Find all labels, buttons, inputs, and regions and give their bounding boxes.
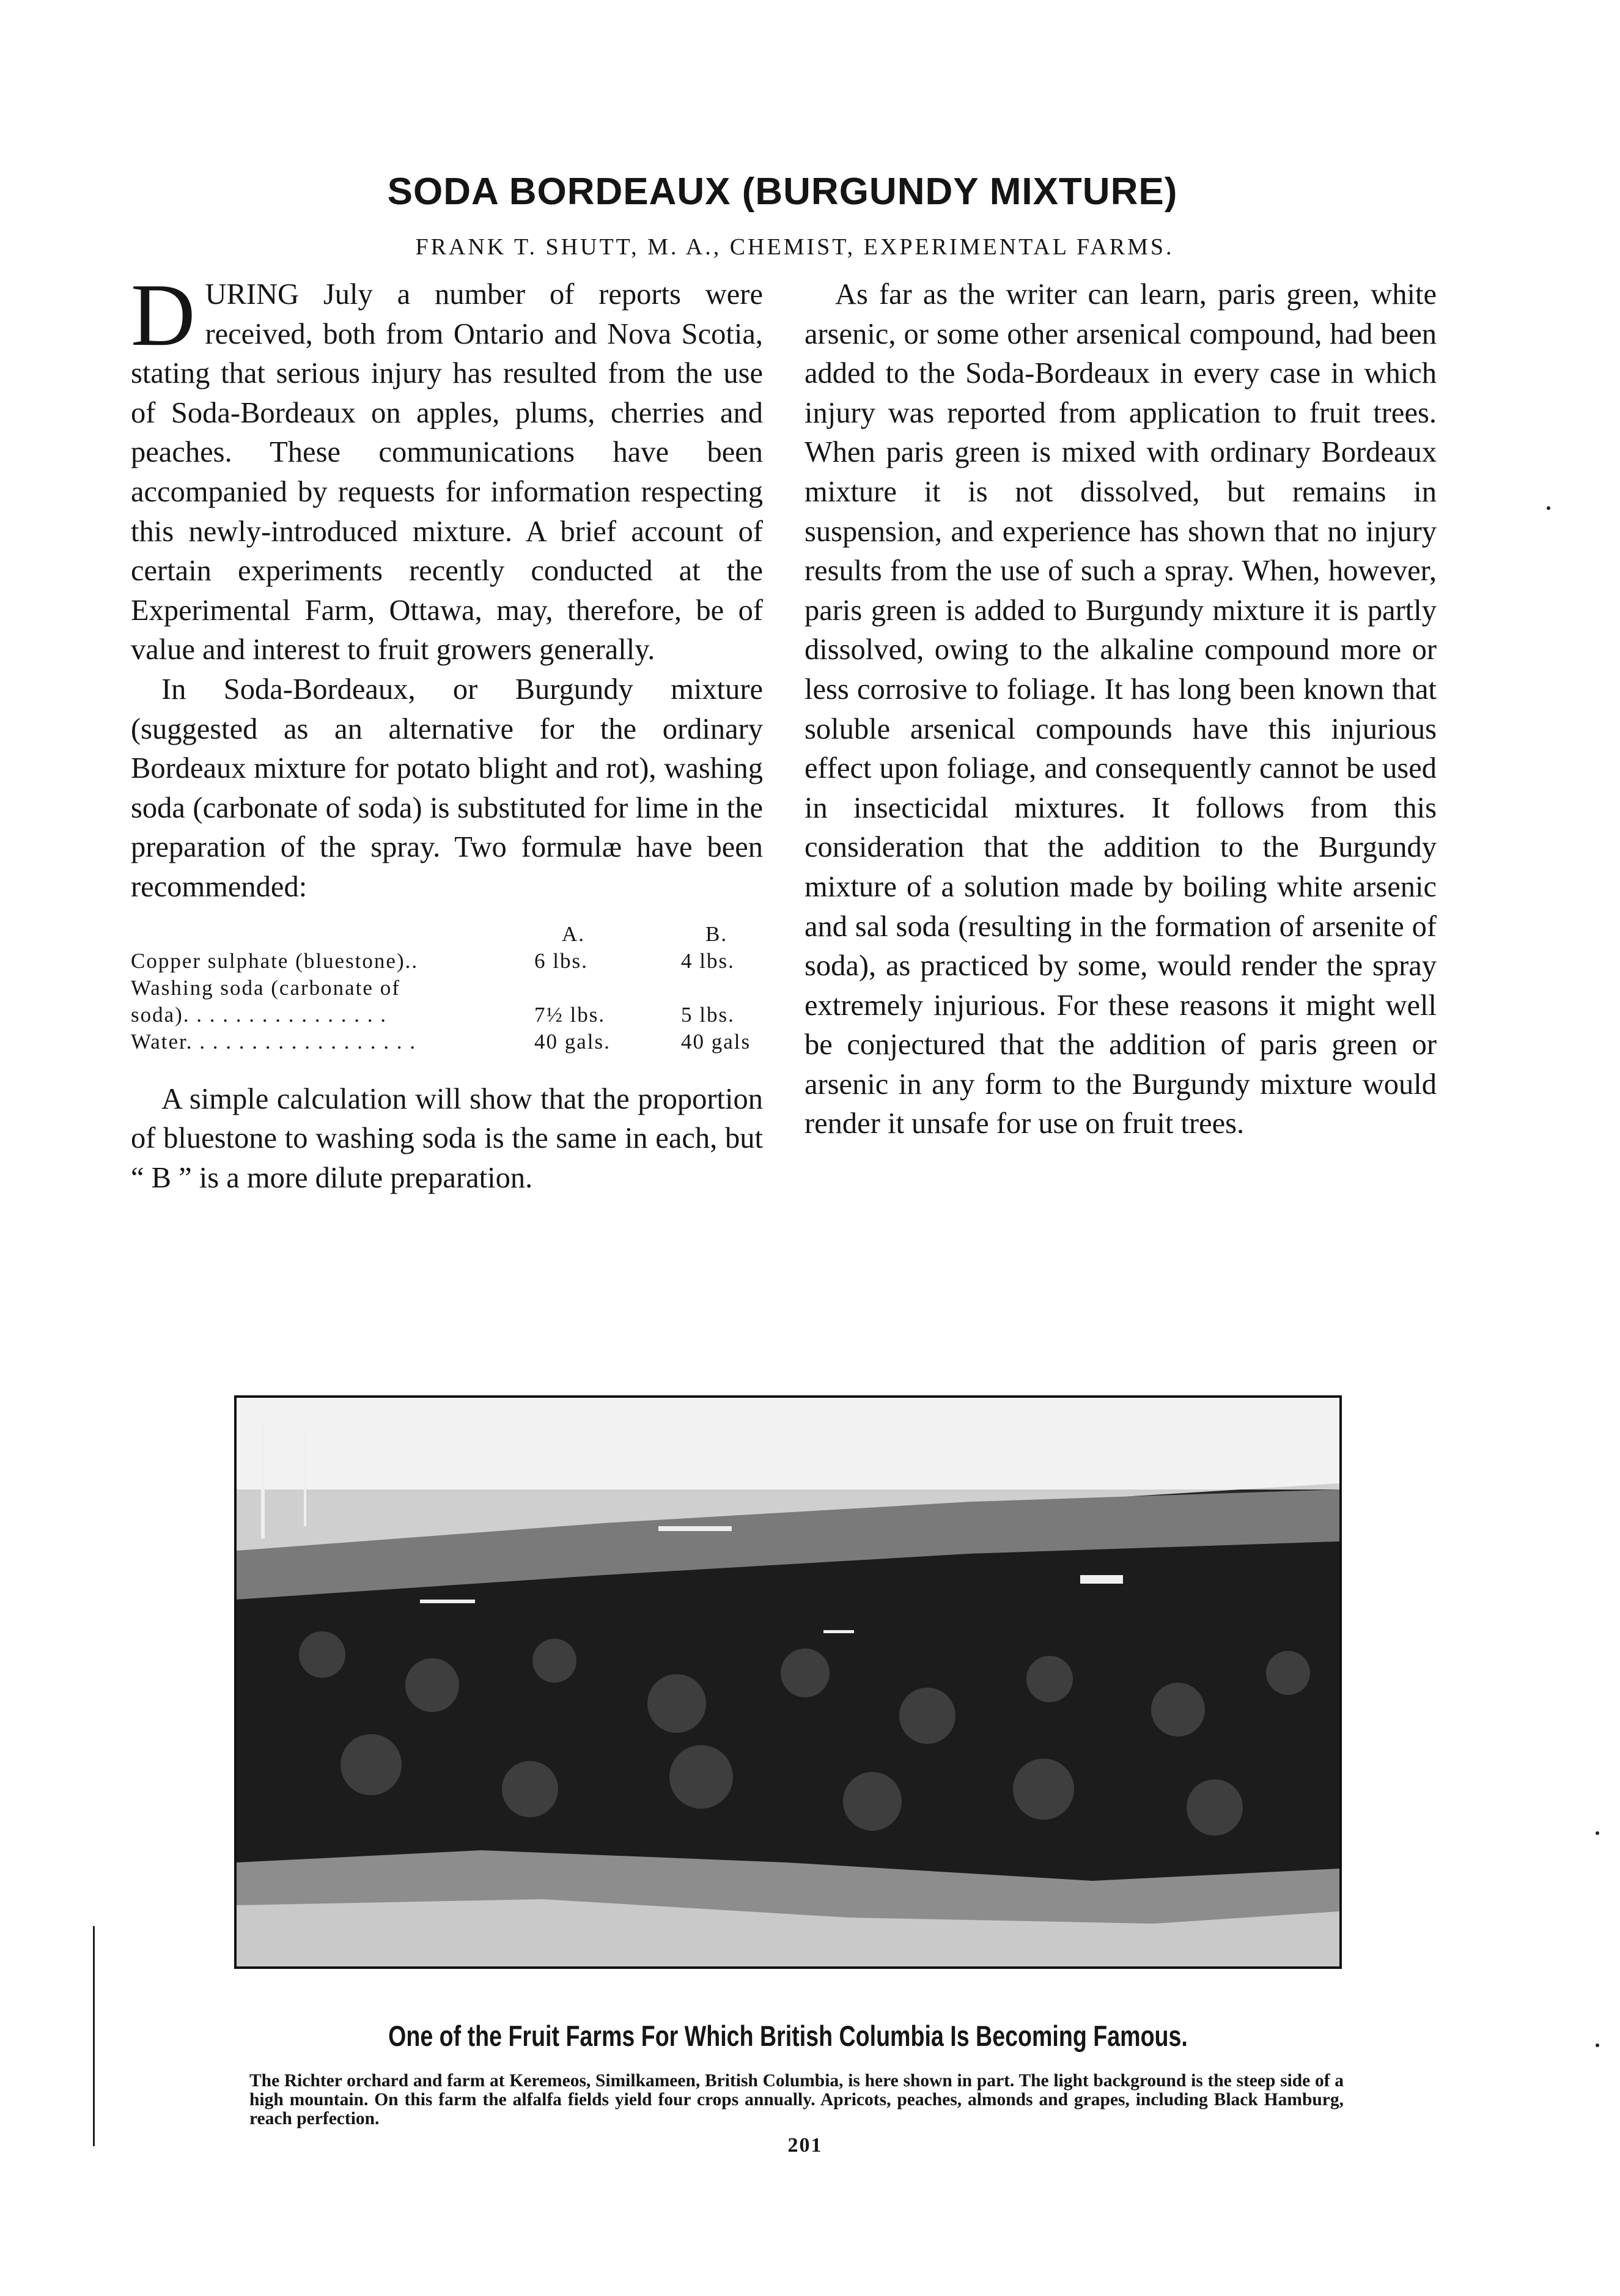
formula-value-b: 40 gals: [681, 1029, 751, 1054]
formula-ingredient: Washing soda (carbonate of: [131, 975, 400, 1000]
scan-speck: [1596, 2043, 1599, 2047]
formula-ingredient: Copper sulphate (bluestone)..: [131, 948, 419, 973]
formula-row: [131, 1028, 763, 1055]
article-title: SODA BORDEAUX (BURGUNDY MIXTURE): [387, 171, 1178, 213]
formula-row: [131, 948, 763, 975]
formula-ingredient: Water. . . . . . . . . . . . . . . . . .: [131, 1029, 416, 1054]
formula-ingredient: soda). . . . . . . . . . . . . . . .: [131, 1002, 388, 1027]
scan-speck: [1547, 506, 1550, 510]
article-byline: FRANK T. SHUTT, M. A., CHEMIST, EXPERIMENTAL FARMS.: [415, 234, 1174, 260]
scan-margin-line: [93, 1926, 95, 2146]
formula-row: [131, 975, 763, 1002]
formula-value-a: 40 gals.: [534, 1029, 611, 1054]
orchard-photo-artwork: [237, 1398, 1339, 1966]
paragraph-intro-text: URING July a number of reports were received, both from Ontario and Nova Scotia, stating that serious injury has resulted from the use of Soda-Bordeaux on apples, plums, cherries and peaches. These communications have been accompanied by requests for information respecting this newly-introduced mixture. A brief account of certain experiments recently conducted at the Experimental Farm, Ottawa, may, therefore, be of value and interest to fruit growers generally.: [131, 278, 763, 666]
formula-row: [131, 1002, 763, 1028]
formula-value-a: 6 lbs.: [534, 948, 588, 973]
paragraph-intro: [131, 265, 763, 670]
formula-header-b: B.: [705, 921, 728, 946]
formula-value-b: 5 lbs.: [681, 1002, 735, 1027]
right-column: [804, 275, 1437, 1144]
orchard-photograph: [234, 1395, 1342, 1969]
formula-table: [131, 921, 763, 1055]
scan-speck: [1596, 1831, 1599, 1835]
figure-caption-title: One of the Fruit Farms For Which British Columbia Is Becoming Famous.: [388, 2020, 1188, 2052]
paragraph-burgundy: In Soda-Bordeaux, or Burgundy mixture (suggested as an alternative for the ordinary Bordeaux mixture for potato blight and rot), washing soda (carbonate of soda) is substituted for lime in the preparation of the spray. Two formulæ have been recommended:: [131, 673, 763, 903]
paragraph-calculation: A simple calculation will show that the proportion of bluestone to washing soda is the same in each, but “ B ” is a more dilute preparation.: [131, 1082, 763, 1194]
formula-value-a: 7½ lbs.: [534, 1002, 606, 1027]
formula-header-row: [131, 921, 763, 948]
page-number: 201: [787, 2134, 823, 2157]
formula-value-b: 4 lbs.: [681, 948, 735, 973]
drop-cap: D: [131, 265, 196, 364]
paragraph-arsenic: As far as the writer can learn, paris green, white arsenic, or some other arsenical compound, had been added to the Soda-Bordeaux in every case in which injury was reported from application to fruit trees. When paris green is mixed with ordinary Bordeaux mixture it is not dissolved, but remains in suspension, and experience has shown that no injury results from the use of such a spray. When, however, paris green is added to Burgundy mixture it is partly dissolved, owing to the alkaline compound more or less corrosive to foliage. It has long been known that soluble arsenical compounds have this injurious effect upon foliage, and consequently cannot be used in insecticidal mixtures. It follows from this consideration that the addition to the Burgundy mixture of a solution made by boiling white arsenic and sal soda (resulting in the formation of arsenite of soda), as practiced by some, would render the spray extremely injurious. For these reasons it might well be conjectured that the addition of paris green or arsenic in any form to the Burgundy mixture would render it unsafe for use on fruit trees.: [804, 278, 1437, 1140]
left-column: [131, 265, 763, 1198]
figure-caption-text: The Richter orchard and farm at Keremeos, Similkameen, British Columbia, is here shown in part. The light background is the steep side of a high mountain. On this farm the alfalfa fields yield four crops annually. Apricots, peaches, almonds and grapes, including Black Hamburg, reach perfection.: [249, 2071, 1344, 2128]
formula-header-a: A.: [562, 921, 586, 946]
